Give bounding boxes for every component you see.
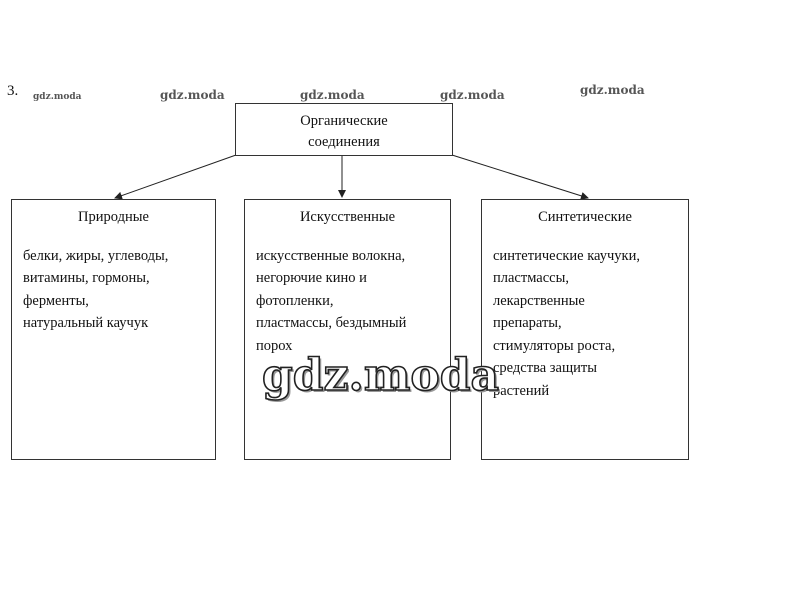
arrow-to-synthetic [452, 155, 588, 198]
synthetic-example-line: препараты, [493, 315, 562, 331]
watermark: gdz.moda [580, 83, 645, 97]
artificial-example-line: фотопленки, [256, 292, 334, 309]
artificial-example-line: негорючие кино и [256, 270, 367, 286]
root-label-line2: соединения [308, 134, 380, 150]
natural-example-line: витамины, гормоны, [23, 270, 150, 286]
natural-example-line: белки, жиры, углеводы, [23, 247, 169, 264]
synthetic-example-line: растений [493, 382, 550, 399]
watermark: gdz.moda [440, 88, 505, 102]
natural-title: Природные [78, 209, 149, 225]
watermark: gdz.moda [300, 88, 365, 102]
artificial-example-line: пластмассы, бездымный [256, 315, 407, 331]
artificial-example-line: искусственные волокна, [256, 247, 406, 264]
natural-example-line: натуральный каучук [23, 315, 149, 331]
synthetic-example-line: стимуляторы роста, [493, 337, 616, 354]
artificial-examples [245, 245, 450, 358]
synthetic-compounds-box [481, 199, 689, 460]
artificial-compounds-box [244, 199, 451, 460]
natural-examples [12, 245, 215, 335]
synthetic-examples [482, 245, 688, 403]
root-node [235, 103, 453, 156]
arrow-to-natural [115, 155, 236, 198]
root-label-line1: Органические [300, 113, 388, 129]
synthetic-example-line: пластмассы, [493, 270, 569, 286]
artificial-example-line: порох [256, 337, 293, 354]
synthetic-example-line: синтетические каучуки, [493, 247, 640, 264]
artificial-title: Искусственные [299, 209, 396, 225]
large-watermark: gdz.moda [262, 350, 500, 401]
synthetic-example-line: лекарственные [493, 292, 585, 309]
watermark: gdz.moda [33, 92, 82, 102]
synthetic-title: Синтетические [538, 209, 632, 225]
natural-compounds-box [11, 199, 216, 460]
task-number: 3. [7, 83, 19, 99]
synthetic-example-line: средства защиты [493, 360, 597, 376]
natural-example-line: ферменты, [23, 292, 89, 309]
watermark: gdz.moda [160, 88, 225, 102]
